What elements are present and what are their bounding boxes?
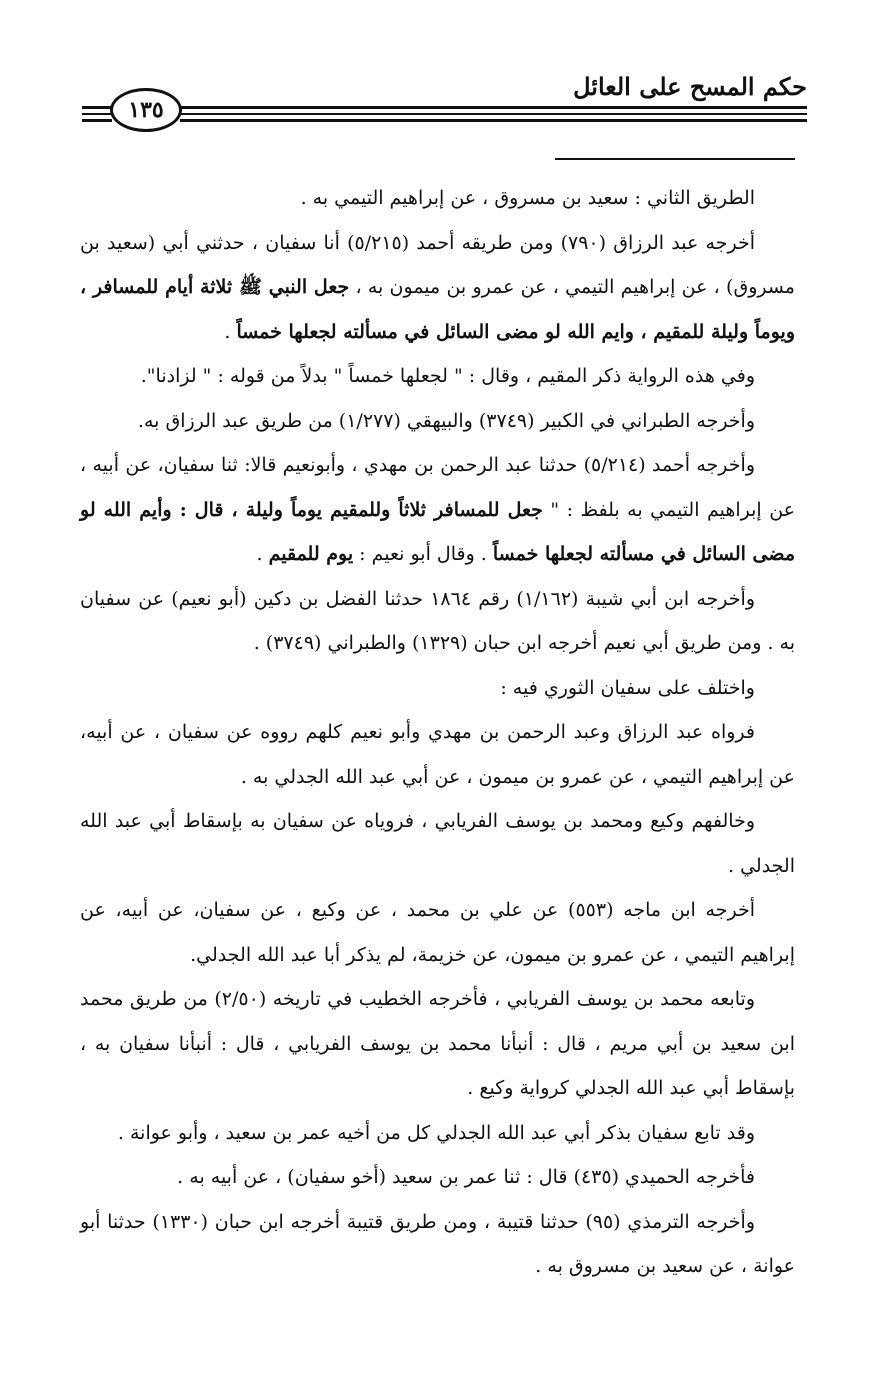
header-rule xyxy=(180,113,807,115)
paragraph xyxy=(80,443,795,577)
text-segment: وتابعه محمد بن يوسف الفريابي ، فأخرجه الخطيب في تاريخه (٢/٥٠) من طريق محمد ابن سعيد بن أبي مريم ، قال : أنبأنا محمد بن يوسف الفريابي ، قال : أنبأنا سفيان به ، بإسقاط أبي عبد الله الجدلي كرواية وكيع . xyxy=(80,988,795,1099)
bold-quote: جعل النبي ﷺ ثلاثة أيام للمسافر ، ويوماً وليلة للمقيم ، وايم الله لو مضى السائل في مسألته لجعلها خمساً xyxy=(80,276,795,343)
text-segment: وأخرجه الطبراني في الكبير (٣٧٤٩) والبيهقي (١/٢٧٧) من طريق عبد الرزاق به. xyxy=(137,409,755,432)
paragraph xyxy=(80,977,795,1111)
header-rule xyxy=(82,106,112,109)
text-segment: فأخرجه الحميدي (٤٣٥) قال : ثنا عمر بن سعيد (أخو سفيان) ، عن أبيه به . xyxy=(177,1166,755,1188)
text-segment: وقد تابع سفيان بذكر أبي عبد الله الجدلي كل من أخيه عمر بن سعيد ، وأبو عوانة . xyxy=(117,1121,755,1144)
text-segment: وأخرجه ابن أبي شيبة (١/١٦٢) رقم ١٨٦٤ حدثنا الفضل بن دكين (أبو نعيم) عن سفيان به . ومن طريق أبي نعيم أخرجه ابن حبان (١٣٢٩) والطبراني (٣٧٤٩) . xyxy=(80,587,795,654)
header-rule xyxy=(180,106,807,109)
paragraph xyxy=(80,1155,795,1200)
text-segment: الطريق الثاني : سعيد بن مسروق ، عن إبراهيم التيمي به . xyxy=(300,187,755,209)
page-number: ١٣٥ xyxy=(110,88,182,132)
paragraph xyxy=(80,577,795,666)
bold-quote: جعل للمسافر ثلاثاً وللمقيم يوماً وليلة ، قال : وأيم الله لو مضى السائل في مسألته لجعلها خمساً xyxy=(80,498,795,565)
text-segment: وخالفهم وكيع ومحمد بن يوسف الفريابي ، فروياه عن سفيان به بإسقاط أبي عبد الله الجدلي . xyxy=(80,810,795,877)
paragraph xyxy=(80,176,795,221)
text-segment: واختلف على سفيان الثوري فيه : xyxy=(500,676,755,699)
header-rule xyxy=(82,119,112,122)
paragraph xyxy=(80,799,795,888)
header-rule xyxy=(82,113,112,115)
header-rule xyxy=(180,119,807,122)
paragraph xyxy=(80,710,795,799)
footnote-text xyxy=(80,176,795,1289)
running-title: حكم المسح على العائل xyxy=(573,72,807,101)
paragraph xyxy=(80,1200,795,1289)
paragraph xyxy=(80,666,795,711)
text-segment: أخرجه عبد الرزاق (٧٩٠) ومن طريقه أحمد (٥/٢١٥) أنا سفيان ، حدثني أبي (سعيد بن مسروق) ، عن إبراهيم التيمي ، عن عمرو بن ميمون به ، xyxy=(80,231,795,298)
paragraph xyxy=(80,221,795,355)
text-segment: . xyxy=(256,543,269,565)
bold-quote: يوم للمقيم xyxy=(268,543,354,565)
paragraph xyxy=(80,354,795,399)
text-segment: أخرجه ابن ماجه (٥٥٣) عن علي بن محمد ، عن وكيع ، عن سفيان، عن أبيه، عن إبراهيم التيمي ، عن عمرو بن ميمون، عن خزيمة، لم يذكر أبا عبد الله الجدلي. xyxy=(80,899,795,966)
text-segment: . xyxy=(224,320,237,343)
paragraph xyxy=(80,888,795,977)
footnote-separator xyxy=(555,158,795,160)
paragraph xyxy=(80,399,795,444)
text-segment: فرواه عبد الرزاق وعبد الرحمن بن مهدي وأبو نعيم كلهم رووه عن سفيان ، عن أبيه، عن إبراهيم التيمي ، عن عمرو بن ميمون ، عن أبي عبد الله الجدلي به . xyxy=(80,721,795,788)
paragraph xyxy=(80,1111,795,1156)
text-segment: وفي هذه الرواية ذكر المقيم ، وقال : " لجعلها خمساً " بدلاً من قوله : " لزادنا". xyxy=(140,365,755,387)
text-segment: . وقال أبو نعيم : xyxy=(353,543,493,565)
text-segment: وأخرجه أحمد (٥/٢١٤) حدثنا عبد الرحمن بن مهدي ، وأبونعيم قالا: ثنا سفيان، عن أبيه ، عن إبراهيم التيمي به بلفظ : " xyxy=(80,454,795,521)
text-segment: وأخرجه الترمذي (٩٥) حدثنا قتيبة ، ومن طريق قتيبة أخرجه ابن حبان (١٣٣٠) حدثنا أبو عوانة ، عن سعيد بن مسروق به . xyxy=(80,1210,795,1277)
